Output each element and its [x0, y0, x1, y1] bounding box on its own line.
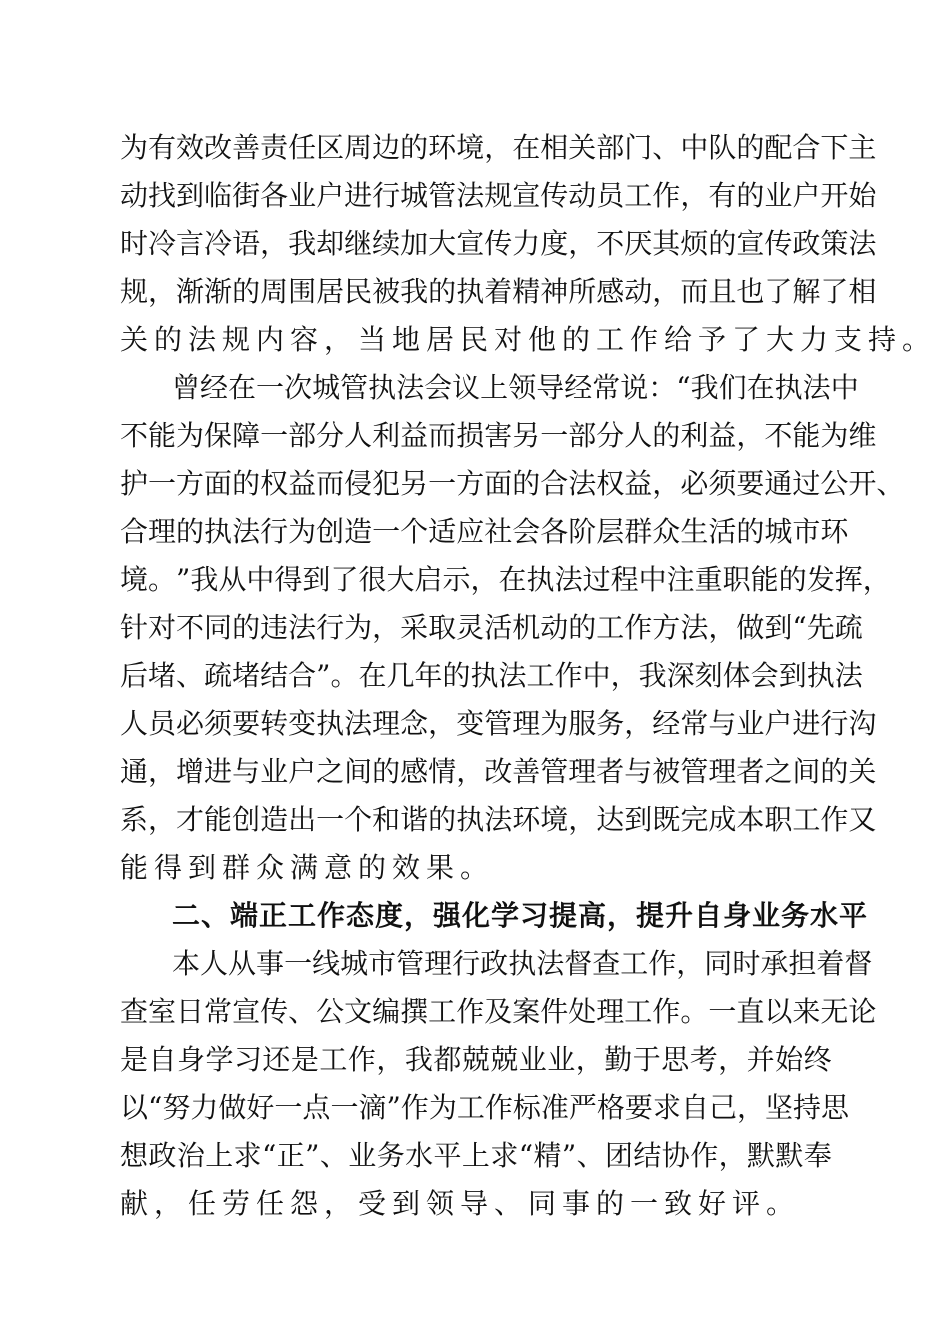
paragraph-2-line-6: 针 对 不 同 的 违 法 行 为 ， 采 取 灵 活 机 动 的 工 作 方 法 ， 做 到 “ 先 疏	[120, 611, 863, 644]
paragraph-2-line-2: 不 能 为 保 障 一 部 分 人 利 益 而 损 害 另 一 部 分 人 的 利 益 ， 不 能 为 维	[120, 419, 877, 452]
paragraph-1-line-1: 为 有 效 改 善 责 任 区 周 边 的 环 境 ， 在 相 关 部 门 、 中 队 的 配 合 下 主	[120, 131, 877, 164]
paragraph-3-line-3: 是 自 身 学 习 还 是 工 作 ， 我 都 兢 兢 业 业 ， 勤 于 思 考 ， 并 始 终	[120, 1043, 832, 1076]
paragraph-1-line-4: 规 ， 渐 渐 的 周 围 居 民 被 我 的 执 着 精 神 所 感 动 ， 而 且 也 了 解 了 相	[120, 275, 877, 308]
paragraph-2-line-4: 合 理 的 执 法 行 为 创 造 一 个 适 应 社 会 各 阶 层 群 众 生 活 的 城 市 环	[120, 515, 849, 548]
paragraph-2-line-1: 曾 经 在 一 次 城 管 执 法 会 议 上 领 导 经 常 说 ： “ 我 们 在 执 法 中	[172, 371, 859, 404]
paragraph-2-line-10: 系 ， 才 能 创 造 出 一 个 和 谐 的 执 法 环 境 ， 达 到 既 完 成 本 职 工 作 又	[120, 803, 877, 836]
paragraph-1-line-3: 时 冷 言 冷 语 ， 我 却 继 续 加 大 宣 传 力 度 ， 不 厌 其 烦 的 宣 传 政 策 法	[120, 227, 877, 260]
section-heading: 二、端正工作态度，强化学习提高，提升自身业务水平	[172, 899, 869, 932]
paragraph-1-line-2: 动 找 到 临 街 各 业 户 进 行 城 管 法 规 宣 传 动 员 工 作 ， 有 的 业 户 开 始	[120, 179, 877, 212]
paragraph-3-line-6: 献，任劳任怨，受到领导、同事的一致好评。	[120, 1187, 801, 1220]
paragraph-2-line-7: 后 堵 、 疏 堵 结 合 ” 。 在 几 年 的 执 法 工 作 中 ， 我 深 刻 体 会 到 执 法	[120, 659, 863, 692]
paragraph-3-line-2: 查 室 日 常 宣 传 、 公 文 编 撰 工 作 及 案 件 处 理 工 作 。 一 直 以 来 无 论	[120, 995, 877, 1028]
paragraph-2-line-9: 通 ， 增 进 与 业 户 之 间 的 感 情 ， 改 善 管 理 者 与 被 管 理 者 之 间 的 关	[120, 755, 877, 788]
paragraph-2-line-11: 能得到群众满意的效果。	[120, 851, 495, 884]
paragraph-2-line-3: 护 一 方 面 的 权 益 而 侵 犯 另 一 方 面 的 合 法 权 益 ， 必 须 要 通 过 公 开 、	[120, 467, 905, 500]
paragraph-2-line-8: 人 员 必 须 要 转 变 执 法 理 念 ， 变 管 理 为 服 务 ， 经 常 与 业 户 进 行 沟	[120, 707, 877, 740]
paragraph-2-line-5: 境 。 ” 我 从 中 得 到 了 很 大 启 示 ， 在 执 法 过 程 中 注 重 职 能 的 发 挥 ，	[120, 563, 891, 596]
paragraph-3-line-1: 本 人 从 事 一 线 城 市 管 理 行 政 执 法 督 查 工 作 ， 同 时 承 担 着 督	[172, 947, 873, 980]
paragraph-3-line-5: 想 政 治 上 求 “ 正 ” 、 业 务 水 平 上 求 “ 精 ” 、 团 结 协 作 ， 默 默 奉	[120, 1139, 832, 1172]
paragraph-3-line-4: 以 “ 努 力 做 好 一 点 一 滴 ” 作 为 工 作 标 准 严 格 要 求 自 己 ， 坚 持 思	[120, 1091, 850, 1124]
paragraph-1-line-5: 关的法规内容，当地居民对他的工作给予了大力支持。	[120, 323, 937, 356]
